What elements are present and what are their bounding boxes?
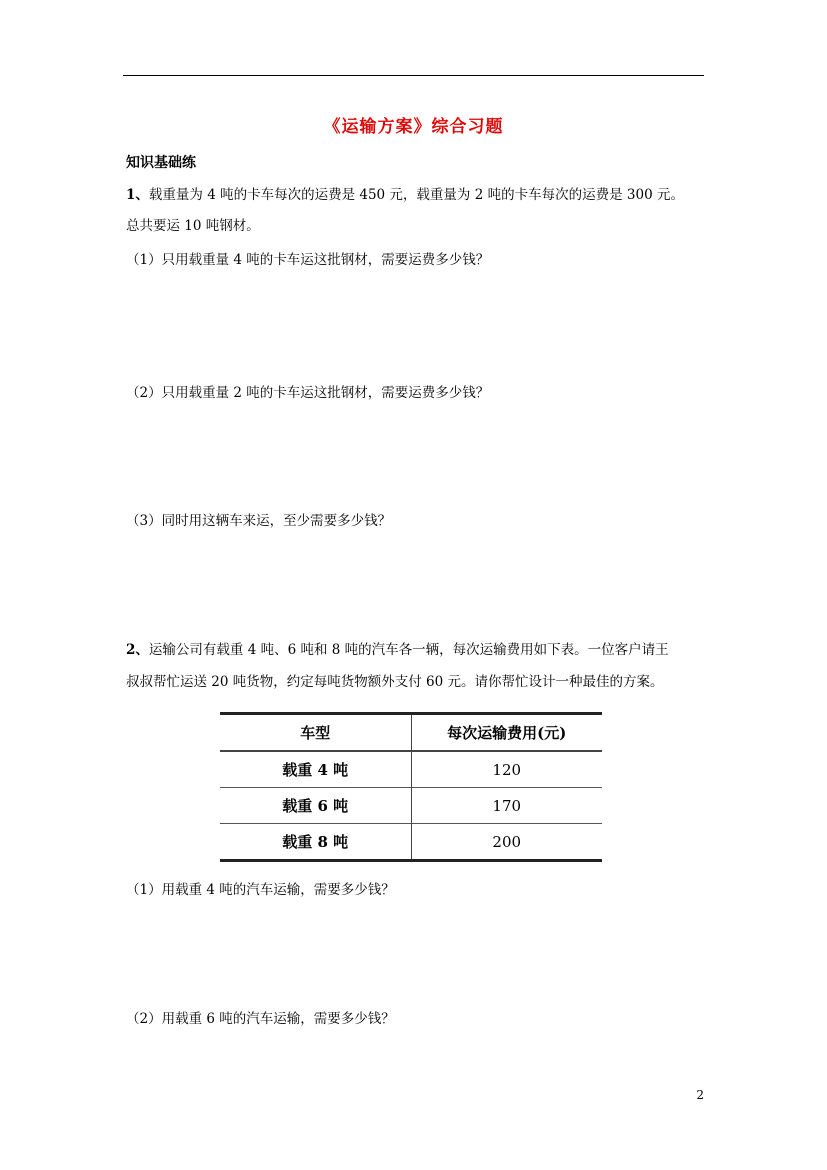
question-1-number: 1、 [126,187,149,203]
column-header-cost: 每次运输费用(元) [447,724,567,742]
question-1-sub-2: （2）只用载重量 2 吨的卡车运这批钢材，需要运费多少钱？ [126,385,490,401]
question-1-line-1 [126,183,684,203]
fee-table [220,712,602,862]
question-2-line-1 [126,638,669,658]
question-1-text-1: 载重量为 4 吨的卡车每次的运费是 450 元，载重量为 2 吨的卡车每次的运费是 300 元。 [148,187,684,203]
table-cell-cost: 120 [492,760,522,779]
question-2-number: 2、 [126,642,149,658]
question-2-sub-2: （2）用载重 6 吨的汽车运输，需要多少钱？ [126,1011,395,1027]
table-cell-cost: 170 [492,796,522,815]
table-row [220,751,602,788]
question-2-text-2: 叔叔帮忙运送 20 吨货物，约定每吨货物额外支付 60 元。请你帮忙设计一种最佳的方案。 [126,674,664,690]
section-heading: 知识基础练 [126,155,196,171]
question-1-sub-3: （3）同时用这辆车来运，至少需要多少钱？ [126,513,392,529]
table-cell-vehicle: 载重 4 吨 [220,751,411,788]
table-header-row [220,714,602,752]
page-number: 2 [696,1088,704,1102]
page-title: 《运输方案》综合习题 [323,117,504,137]
table-cell-cost: 200 [492,832,522,851]
table-cell-vehicle: 载重 8 吨 [220,824,411,861]
table-row [220,788,602,824]
question-1-text-2: 总共要运 10 吨钢材。 [126,218,260,234]
question-2-text-1: 运输公司有载重 4 吨、6 吨和 8 吨的汽车各一辆，每次运输费用如下表。一位客户请王 [148,642,669,658]
table-cell-vehicle: 载重 6 吨 [220,788,411,824]
header-rule [123,75,704,76]
question-2-sub-1: （1）用载重 4 吨的汽车运输，需要多少钱？ [126,882,395,898]
column-header-vehicle-type: 车型 [220,714,411,752]
question-1-sub-1: （1）只用载重量 4 吨的卡车运这批钢材，需要运费多少钱？ [126,252,490,268]
table-row [220,824,602,861]
